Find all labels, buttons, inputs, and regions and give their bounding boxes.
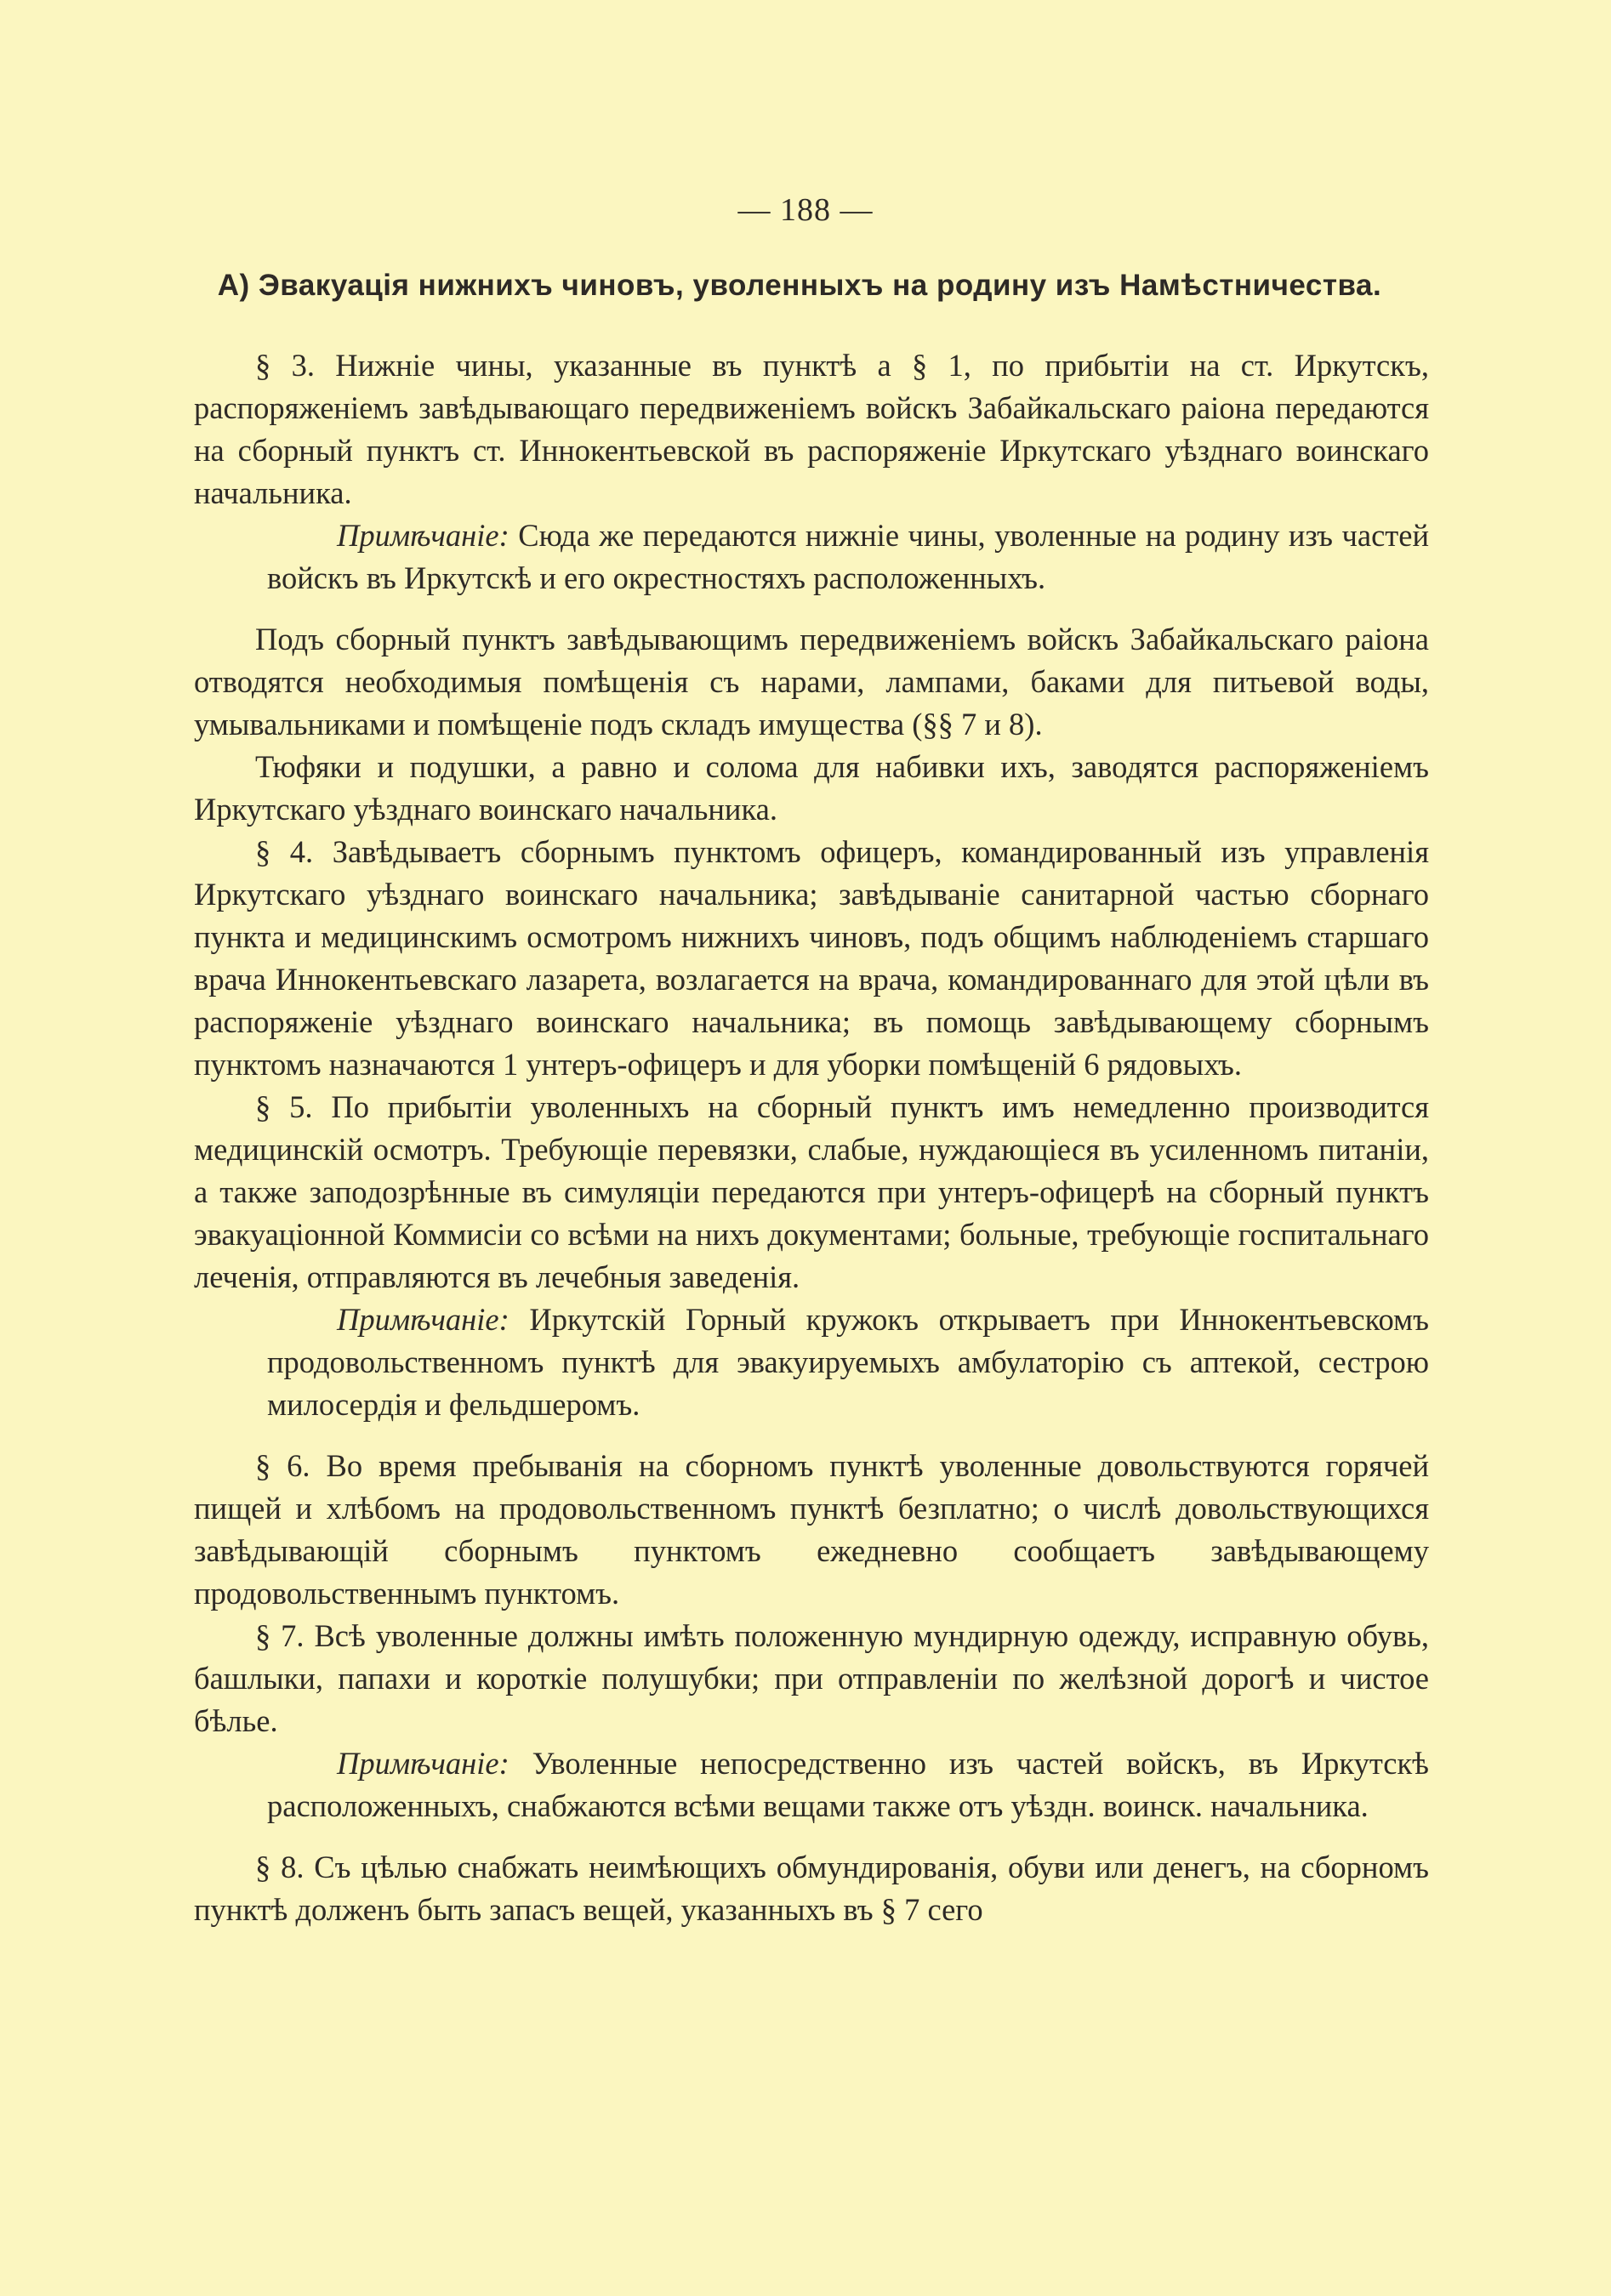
note-label: Примѣчаніе: [337, 1302, 509, 1337]
page-number: — 188 — [737, 192, 874, 228]
note-1 [194, 514, 1429, 600]
paragraph-6: § 6. Во время пребыванія на сборномъ пунктѣ уволенные довольствуются горячей пищей и хлѣбомъ на продовольственномъ пунктѣ безплатно; о числѣ довольствующихся завѣдывающій сборнымъ пунктомъ ежедневно сообщаетъ завѣдывающему продовольственнымъ пунктомъ. [194, 1448, 1429, 1611]
note-text: Сюда же передаются нижніе чины, уволенные на родину изъ частей войскъ въ Иркутскѣ и его окрестностяхъ расположенныхъ. [267, 518, 1429, 595]
paragraph-5: § 5. По прибытіи уволенныхъ на сборный пунктъ имъ немедленно производится медицинскій осмотръ. Требующіе перевязки, слабые, нуждающіеся въ усиленномъ питаніи, а также заподозрѣнные въ симуляціи передаются при унтеръ-офицерѣ на сборный пунктъ эвакуаціонной Коммисіи со всѣми на нихъ документами; больные, требующіе госпитальнаго леченія, отправляются въ лечебныя заведенія. [194, 1089, 1429, 1294]
paragraph-3: § 3. Нижніе чины, указанные въ пунктѣ a § 1, по прибытіи на ст. Иркутскъ, распоряженіемъ завѣдывающаго передвиженіемъ войскъ Забайкальскаго раіона передаются на сборный пунктъ ст. Иннокентьевской въ распоряженіе Иркутскаго уѣзднаго воинскаго начальника. [194, 348, 1429, 510]
section-heading: А) Эвакуація нижнихъ чиновъ, уволенныхъ на родину изъ Намѣстничества. [217, 269, 1382, 302]
paragraph-premises: Подъ сборный пунктъ завѣдывающимъ передвиженіемъ войскъ Забайкальскаго раіона отводятся необходимыя помѣщенія съ нарами, лампами, баками для питьевой воды, умывальниками и помѣщеніе подъ складъ имущества (§§ 7 и 8). [194, 622, 1429, 742]
paragraph-8: § 8. Съ цѣлью снабжать неимѣющихъ обмундированія, обуви или денегъ, на сборномъ пунктѣ долженъ быть запасъ вещей, указанныхъ въ § 7 сего [194, 1850, 1429, 1927]
note-label: Примѣчаніе: [337, 518, 509, 553]
note-3 [194, 1742, 1429, 1827]
note-label: Примѣчаніе: [337, 1746, 509, 1781]
note-2 [194, 1299, 1429, 1426]
note-text: Иркутскій Горный кружокъ открываетъ при Иннокентьевскомъ продовольственномъ пунктѣ для эвакуируемыхъ амбулаторію съ аптекой, сестрою милосердія и фельдшеромъ. [267, 1302, 1429, 1422]
paragraph-4: § 4. Завѣдываетъ сборнымъ пунктомъ офицеръ, командированный изъ управленія Иркутскаго уѣзднаго воинскаго начальника; завѣдываніе санитарной частью сборнаго пункта и медицинскимъ осмотромъ нижнихъ чиновъ, подъ общимъ наблюденіемъ старшаго врача Иннокентьевскаго лазарета, возлагается на врача, командированнаго для этой цѣли въ распоряженіе уѣзднаго воинскаго начальника; въ помощь завѣдывающему сборнымъ пунктомъ назначаются 1 унтеръ-офицеръ и для уборки помѣщеній 6 рядовыхъ. [194, 834, 1429, 1082]
paragraph-7: § 7. Всѣ уволенные должны имѣть положенную мундирную одежду, исправную обувь, башлыки, папахи и короткіе полушубки; при отправленіи по желѣзной дорогѣ и чистое бѣлье. [194, 1618, 1429, 1738]
paragraph-mattresses: Тюфяки и подушки, а равно и солома для набивки ихъ, заводятся распоряженіемъ Иркутскаго уѣзднаго воинскаго начальника. [194, 749, 1429, 827]
body-text [194, 344, 1429, 1931]
note-text: Уволенные непосредственно изъ частей войскъ, въ Иркутскѣ расположенныхъ, снабжаются всѣми вещами также отъ уѣздн. воинск. начальника. [267, 1746, 1429, 1823]
